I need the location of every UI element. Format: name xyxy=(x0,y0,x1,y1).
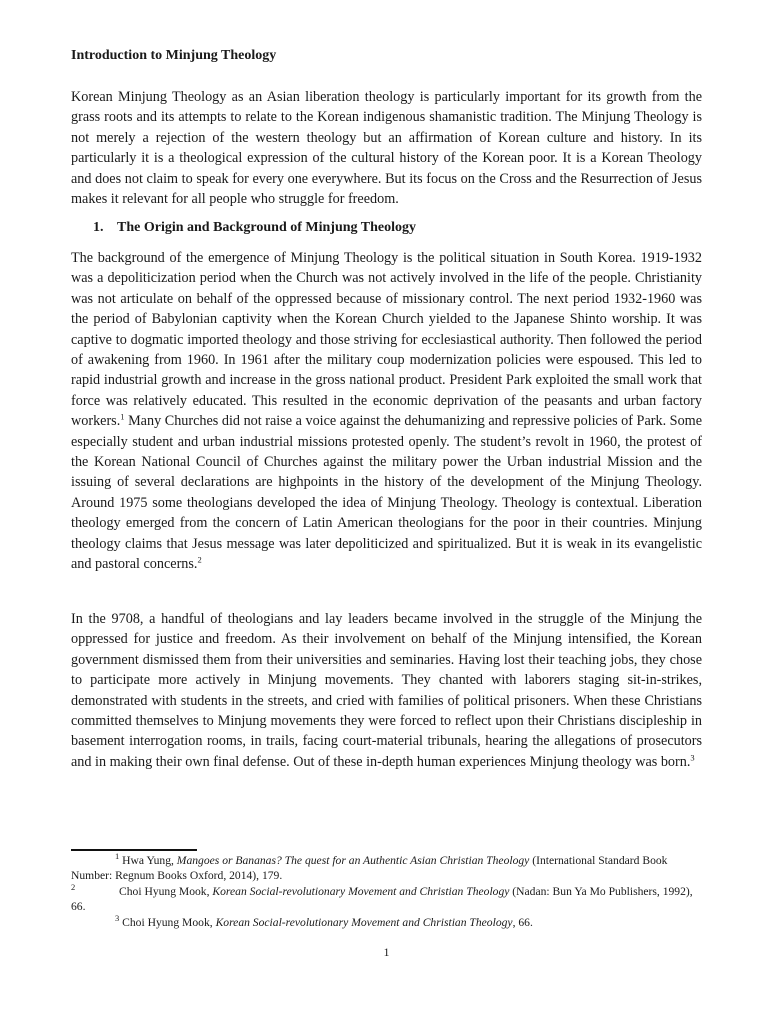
footnote-title: Mangoes or Bananas? The quest for an Authentic Asian Christian Theology xyxy=(176,854,530,867)
footnote-ref-2[interactable]: 2 xyxy=(197,554,202,565)
footnote-mark: 1 xyxy=(115,851,120,862)
footnote-2 xyxy=(71,884,702,915)
section-paragraph-2 xyxy=(71,609,702,772)
page-number: 1 xyxy=(383,945,390,959)
footnote-mark: 3 xyxy=(115,913,120,924)
footnote-3 xyxy=(71,915,702,930)
footnote-separator xyxy=(71,849,197,851)
footnote-title: Korean Social-revolutionary Movement and Christian Theology xyxy=(212,885,510,898)
paragraph-text: Many Churches did not raise a voice against the dehumanizing and repressive policies of Park. Some especially student and urban industrial missions protested openly. The student’s revolt in 1960, the protest of the Korean National Council of Churches against the military power the Urban industrial Mission and the issuing of several declarations are highpoints in the history of the development of the Minjung Theology. Around 1975 some theologians developed the idea of Minjung Theology. Theology is contextual. Liberation theology emerged from the concern of Latin American theologians for the poor in their countries. Minjung theology claims that Jesus message was later depoliticized and spiritualized. But it is weak in its evangelistic and pastoral concerns. xyxy=(71,413,702,573)
paragraph-text: The background of the emergence of Minjung Theology is the political situation in South Korea. 1919-1932 was a depoliticization period when the Church was not actively involved in the life of the people. Christianity was not articulate on behalf of the oppressed because of missionary control. The next period 1932-1960 was the period of Babylonian captivity when the Korean Church yielded to the Japanese Shinto worship. It was captive to dogmatic imported theology and those striving for ecclesiastical authority. Then followed the period of awakening from 1960. In 1961 after the military coup modernization policies were espoused. This led to rapid industrial growth and increase in the gross national product. President Park exploited the small work that force was relatively educated. This resulted in the economic deprivation of the peasants and urban factory workers. xyxy=(71,250,702,430)
footnote-rest: (International Standard Book Number: Regnum Books Oxford, 2014), 179. xyxy=(71,854,668,883)
footnote-ref-3[interactable]: 3 xyxy=(690,752,695,763)
paragraph-text: In the 9708, a handful of theologians and lay leaders became involved in the struggle of the Minjung the oppressed for justice and freedom. As their involvement on behalf of the Minjung intensified, the Korean government dismissed them from their universities and seminaries. Having lost their teaching jobs, they chose to participate more actively in Minjung movements. They chanted with laborers staging sit-in-strikes, demonstrated with students in the streets, and cried with families of political prisoners. When these Christians committed themselves to Minjung movements they were forced to reflect upon their Christians discipleship in basement interrogation rooms, in trails, facing court-material tribunals, hearing the allegations of prosecutors and in making their own final defense. Out of these in-depth human experiences Minjung theology was born. xyxy=(71,611,702,770)
footnote-rest: , 66. xyxy=(512,916,533,929)
document-title: Introduction to Minjung Theology xyxy=(71,48,277,63)
footnote-author: Hwa Yung, xyxy=(119,854,177,867)
section-heading xyxy=(93,219,416,237)
footnote-ref-1[interactable]: 1 xyxy=(120,411,125,422)
section-heading-text: The Origin and Background of Minjung Theology xyxy=(117,220,416,235)
footnote-1 xyxy=(71,853,702,884)
footnote-mark: 2 xyxy=(71,882,76,893)
footnote-title: Korean Social-revolutionary Movement and Christian Theology xyxy=(215,916,513,929)
section-paragraph-1 xyxy=(71,248,702,575)
footnote-rest: (Nadan: Bun Ya Mo Publishers, 1992), 66. xyxy=(71,885,693,914)
footnote-author: Choi Hyung Mook, xyxy=(119,916,216,929)
intro-paragraph: Korean Minjung Theology as an Asian liberation theology is particularly important for its growth from the grass roots and its attempts to relate to the Korean indigenous shamanistic tradition. The Minjung Theology is not merely a rejection of the western theology but an affirmation of Korean culture and history. In its particularly it is a theological expression of the cultural history of the Korean poor. It is a Korean Theology and does not claim to speak for every one everywhere. But its focus on the Cross and the Resurrection of Jesus makes it relevant for all people who struggle for freedom. xyxy=(71,89,702,208)
footnote-author: Choi Hyung Mook, xyxy=(119,885,213,898)
section-number: 1. xyxy=(93,220,104,235)
